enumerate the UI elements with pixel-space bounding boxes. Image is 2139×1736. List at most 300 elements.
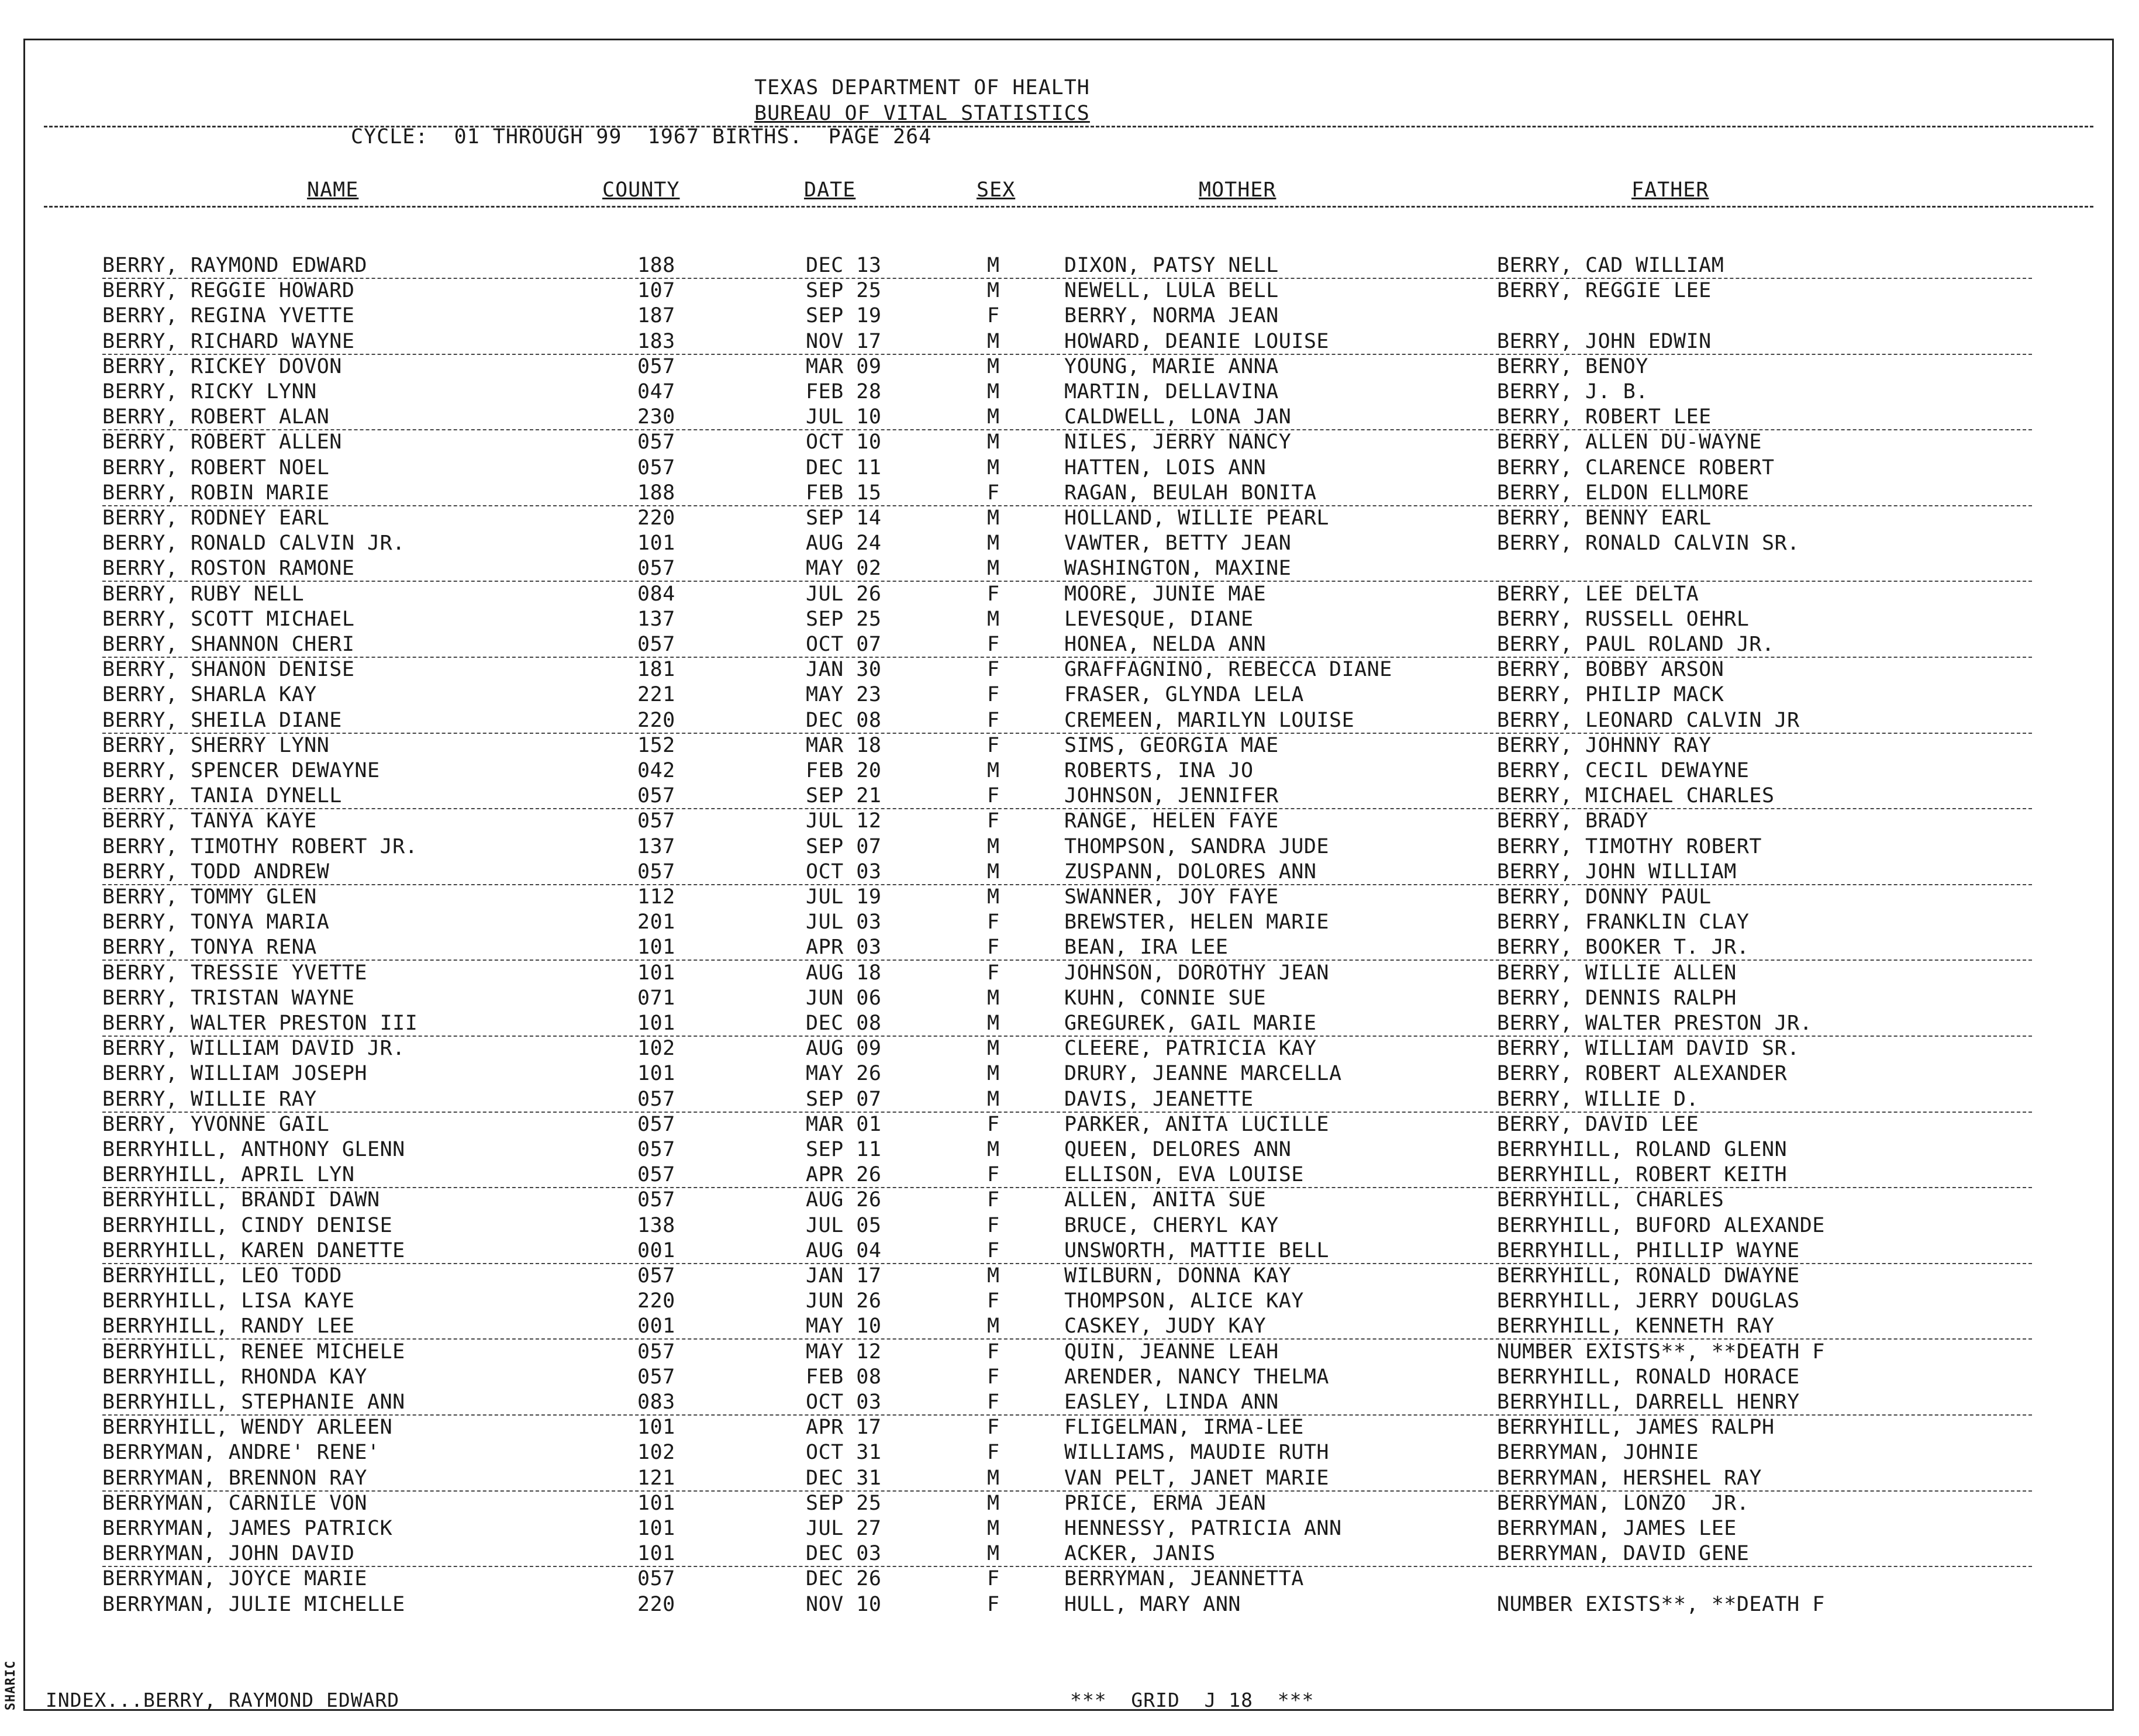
cell-name: BERRY, RONALD CALVIN JR. [102, 532, 405, 555]
cell-name: BERRY, SCOTT MICHAEL [102, 607, 355, 631]
cell-date: JUL 26 [806, 582, 882, 606]
cell-mother: WASHINGTON, MAXINE [1064, 557, 1292, 581]
table-row [102, 606, 2032, 631]
cell-sex: F [987, 683, 1000, 707]
cell-county: 057 [637, 1340, 675, 1364]
cell-name: BERRY, TONYA RENA [102, 936, 317, 960]
cell-mother: CASKEY, JUDY KAY [1064, 1314, 1267, 1338]
cell-date: FEB 15 [806, 481, 882, 505]
cell-sex: F [987, 1163, 1000, 1187]
cell-mother: WILLIAMS, MAUDIE RUTH [1064, 1441, 1330, 1465]
cell-county: 137 [637, 607, 675, 631]
cell-name: BERRYHILL, STEPHANIE ANN [102, 1390, 405, 1414]
cell-sex: F [987, 1112, 1000, 1136]
cell-father: BERRY, CLARENCE ROBERT [1497, 455, 1775, 479]
cell-name: BERRY, TOMMY GLEN [102, 885, 317, 909]
cell-father: BERRY, J. B. [1497, 380, 1648, 403]
cell-date: JUL 03 [806, 910, 882, 934]
cell-sex: F [987, 658, 1000, 682]
cell-name: BERRYHILL, KAREN DANETTE [102, 1238, 405, 1262]
cell-county: 057 [637, 354, 675, 378]
table-row [102, 1541, 2032, 1567]
table-row [102, 1313, 2032, 1340]
cell-mother: BREWSTER, HELEN MARIE [1064, 910, 1330, 934]
cell-date: JUL 05 [806, 1213, 882, 1237]
cell-mother: HATTEN, LOIS ANN [1064, 455, 1267, 479]
cell-father: BERRY, RONALD CALVIN SR. [1497, 532, 1800, 555]
cell-county: 101 [637, 1416, 675, 1440]
table-row [102, 631, 2032, 658]
cell-county: 001 [637, 1238, 675, 1262]
cell-sex: F [987, 1238, 1000, 1262]
cell-name: BERRYHILL, LISA KAYE [102, 1289, 355, 1313]
cell-date: OCT 10 [806, 430, 882, 454]
cell-mother: ALLEN, ANITA SUE [1064, 1188, 1267, 1212]
cell-sex: M [987, 759, 1000, 782]
table-row [102, 909, 2032, 934]
cell-father: NUMBER EXISTS**, **DEATH F [1497, 1340, 1825, 1364]
cell-sex: M [987, 354, 1000, 378]
cell-county: 057 [637, 809, 675, 833]
cell-mother: CALDWELL, LONA JAN [1064, 405, 1292, 429]
cell-name: BERRY, SHANON DENISE [102, 658, 355, 682]
cell-name: BERRY, TRESSIE YVETTE [102, 961, 368, 985]
cell-date: FEB 20 [806, 759, 882, 782]
cell-mother: SIMS, GEORGIA MAE [1064, 733, 1279, 757]
cell-sex: F [987, 708, 1000, 732]
cell-father: BERRY, FRANKLIN CLAY [1497, 910, 1750, 934]
header-cycle: CYCLE: 01 THROUGH 99 1967 BIRTHS. PAGE 264 [351, 125, 932, 149]
cell-father: NUMBER EXISTS**, **DEATH F [1497, 1592, 1825, 1616]
table-row [102, 429, 2032, 454]
cell-mother: YOUNG, MARIE ANNA [1064, 354, 1279, 378]
table-row [102, 985, 2032, 1010]
cell-mother: CLEERE, PATRICIA KAY [1064, 1037, 1317, 1061]
cell-father: BERRYHILL, DARRELL HENRY [1497, 1390, 1800, 1414]
cell-father: BERRY, BRADY [1497, 809, 1648, 833]
cell-name: BERRYHILL, BRANDI DAWN [102, 1188, 380, 1212]
cell-county: 152 [637, 733, 675, 757]
cell-mother: FRASER, GLYNDA LELA [1064, 683, 1304, 707]
cell-county: 084 [637, 582, 675, 606]
cell-father: BERRY, CECIL DEWAYNE [1497, 759, 1750, 782]
table-row [102, 354, 2032, 379]
cell-father: BERRY, REGGIE LEE [1497, 279, 1712, 303]
cell-date: MAY 23 [806, 683, 882, 707]
cell-father: BERRY, CAD WILLIAM [1497, 254, 1724, 277]
cell-sex: F [987, 1567, 1000, 1591]
cell-father: BERRY, BOOKER T. JR. [1497, 936, 1750, 960]
cell-father: BERRY, BENOY [1497, 354, 1648, 378]
cell-date: DEC 13 [806, 254, 882, 277]
cell-date: SEP 19 [806, 304, 882, 328]
cell-father: BERRYMAN, DAVID GENE [1497, 1542, 1750, 1566]
cell-name: BERRYHILL, CINDY DENISE [102, 1213, 393, 1237]
cell-father: BERRY, WALTER PRESTON JR. [1497, 1012, 1813, 1035]
cell-sex: M [987, 430, 1000, 454]
cell-mother: JOHNSON, JENNIFER [1064, 784, 1279, 808]
cell-date: MAY 26 [806, 1062, 882, 1086]
table-row [102, 1213, 2032, 1238]
cell-sex: F [987, 1365, 1000, 1389]
cell-father: BERRYHILL, JAMES RALPH [1497, 1416, 1775, 1440]
cell-date: DEC 11 [806, 455, 882, 479]
table-row [102, 1036, 2032, 1061]
cell-father: BERRY, JOHNNY RAY [1497, 733, 1712, 757]
cell-sex: F [987, 733, 1000, 757]
cell-mother: RANGE, HELEN FAYE [1064, 809, 1279, 833]
cell-mother: ELLISON, EVA LOUISE [1064, 1163, 1304, 1187]
cell-mother: BERRYMAN, JEANNETTA [1064, 1567, 1304, 1591]
cell-name: BERRYMAN, JAMES PATRICK [102, 1517, 393, 1540]
table-row [102, 1086, 2032, 1113]
table-row [102, 1364, 2032, 1389]
cell-name: BERRY, RAYMOND EDWARD [102, 254, 368, 277]
cell-father: BERRY, MICHAEL CHARLES [1497, 784, 1775, 808]
column-header-date: DATE [804, 178, 856, 202]
cell-mother: EASLEY, LINDA ANN [1064, 1390, 1279, 1414]
cell-date: SEP 14 [806, 506, 882, 530]
cell-date: JUL 27 [806, 1517, 882, 1540]
table-row [102, 404, 2032, 430]
cell-mother: VAWTER, BETTY JEAN [1064, 532, 1292, 555]
cell-date: SEP 25 [806, 279, 882, 303]
cell-date: JAN 17 [806, 1264, 882, 1288]
cell-county: 083 [637, 1390, 675, 1414]
cell-sex: M [987, 254, 1000, 277]
cell-date: SEP 25 [806, 607, 882, 631]
cell-date: JUL 19 [806, 885, 882, 909]
cell-sex: F [987, 582, 1000, 606]
cell-name: BERRYHILL, RANDY LEE [102, 1314, 355, 1338]
cell-sex: M [987, 405, 1000, 429]
cell-mother: WILBURN, DONNA KAY [1064, 1264, 1292, 1288]
cell-sex: F [987, 1592, 1000, 1616]
cell-sex: F [987, 936, 1000, 960]
footer-grid: *** GRID J 18 *** [1070, 1689, 1315, 1711]
cell-name: BERRY, RUBY NELL [102, 582, 305, 606]
cell-name: BERRY, YVONNE GAIL [102, 1112, 330, 1136]
cell-mother: MARTIN, DELLAVINA [1064, 380, 1279, 403]
cell-father: BERRYHILL, RONALD DWAYNE [1497, 1264, 1800, 1288]
cell-county: 057 [637, 633, 675, 656]
cell-county: 057 [637, 430, 675, 454]
cell-name: BERRY, TRISTAN WAYNE [102, 986, 355, 1010]
table-row [102, 808, 2032, 833]
cell-father: BERRYHILL, BUFORD ALEXANDE [1497, 1213, 1825, 1237]
cell-sex: F [987, 1441, 1000, 1465]
cell-name: BERRYHILL, RENEE MICHELE [102, 1340, 405, 1364]
cell-date: MAY 02 [806, 557, 882, 581]
cell-county: 057 [637, 1163, 675, 1187]
side-label: SHARIC [4, 1660, 19, 1711]
cell-name: BERRY, TANYA KAYE [102, 809, 317, 833]
cell-mother: SWANNER, JOY FAYE [1064, 885, 1279, 909]
cell-father: BERRYHILL, RONALD HORACE [1497, 1365, 1800, 1389]
cell-sex: F [987, 1188, 1000, 1212]
cell-sex: F [987, 304, 1000, 328]
cell-sex: M [987, 279, 1000, 303]
cell-sex: F [987, 1390, 1000, 1414]
cell-county: 187 [637, 304, 675, 328]
header-bureau: BUREAU OF VITAL STATISTICS [754, 102, 1090, 125]
cell-mother: HULL, MARY ANN [1064, 1592, 1241, 1616]
table-row [102, 530, 2032, 555]
table-row [102, 682, 2032, 707]
cell-sex: M [987, 557, 1000, 581]
cell-name: BERRY, ROBERT NOEL [102, 455, 330, 479]
cell-name: BERRYHILL, APRIL LYN [102, 1163, 355, 1187]
cell-date: SEP 25 [806, 1491, 882, 1515]
cell-date: OCT 03 [806, 1390, 882, 1414]
cell-date: OCT 31 [806, 1441, 882, 1465]
cell-father: BERRY, ROBERT ALEXANDER [1497, 1062, 1788, 1086]
cell-name: BERRYHILL, WENDY ARLEEN [102, 1416, 393, 1440]
cell-name: BERRY, REGINA YVETTE [102, 304, 355, 328]
cell-date: JAN 30 [806, 658, 882, 682]
cell-date: SEP 11 [806, 1138, 882, 1161]
cell-county: 188 [637, 254, 675, 277]
table-row [102, 733, 2032, 758]
cell-sex: M [987, 532, 1000, 555]
cell-father: BERRYHILL, KENNETH RAY [1497, 1314, 1775, 1338]
cell-county: 057 [637, 784, 675, 808]
cell-mother: BRUCE, CHERYL KAY [1064, 1213, 1279, 1237]
table-row [102, 253, 2032, 279]
cell-county: 057 [637, 1112, 675, 1136]
cell-county: 102 [637, 1441, 675, 1465]
cell-mother: PARKER, ANITA LUCILLE [1064, 1112, 1330, 1136]
cell-county: 057 [637, 455, 675, 479]
cell-name: BERRY, SPENCER DEWAYNE [102, 759, 380, 782]
cell-county: 101 [637, 1517, 675, 1540]
cell-mother: NEWELL, LULA BELL [1064, 279, 1279, 303]
cell-mother: ZUSPANN, DOLORES ANN [1064, 860, 1317, 883]
cell-county: 101 [637, 532, 675, 555]
cell-sex: M [987, 1037, 1000, 1061]
cell-sex: M [987, 455, 1000, 479]
cell-sex: F [987, 633, 1000, 656]
cell-county: 181 [637, 658, 675, 682]
table-row [102, 1465, 2032, 1492]
cell-date: MAR 18 [806, 733, 882, 757]
cell-date: AUG 09 [806, 1037, 882, 1061]
cell-county: 220 [637, 708, 675, 732]
cell-name: BERRY, RICKY LYNN [102, 380, 317, 403]
cell-county: 230 [637, 405, 675, 429]
cell-sex: M [987, 607, 1000, 631]
table-row [102, 505, 2032, 530]
cell-county: 057 [637, 1264, 675, 1288]
cell-name: BERRYMAN, JOYCE MARIE [102, 1567, 368, 1591]
cell-county: 188 [637, 481, 675, 505]
cell-father: BERRY, WILLIE ALLEN [1497, 961, 1737, 985]
cell-date: SEP 07 [806, 834, 882, 858]
cell-county: 057 [637, 1087, 675, 1111]
cell-mother: ARENDER, NANCY THELMA [1064, 1365, 1330, 1389]
cell-name: BERRY, RODNEY EARL [102, 506, 330, 530]
cell-date: NOV 10 [806, 1592, 882, 1616]
cell-name: BERRY, ROBERT ALLEN [102, 430, 342, 454]
cell-mother: LEVESQUE, DIANE [1064, 607, 1254, 631]
cell-date: MAR 01 [806, 1112, 882, 1136]
table-row [102, 1516, 2032, 1541]
cell-sex: M [987, 1491, 1000, 1515]
cell-mother: NILES, JERRY NANCY [1064, 430, 1292, 454]
cell-date: JUL 12 [806, 809, 882, 833]
cell-name: BERRY, ROSTON RAMONE [102, 557, 355, 581]
table-row [102, 834, 2032, 859]
cell-sex: M [987, 834, 1000, 858]
cell-name: BERRY, TANIA DYNELL [102, 784, 342, 808]
cell-name: BERRY, WILLIAM JOSEPH [102, 1062, 368, 1086]
cell-sex: F [987, 809, 1000, 833]
cell-father: BERRY, JOHN EDWIN [1497, 329, 1712, 353]
cell-county: 107 [637, 279, 675, 303]
cell-county: 220 [637, 1592, 675, 1616]
cell-date: APR 26 [806, 1163, 882, 1187]
cell-county: 071 [637, 986, 675, 1010]
cell-name: BERRYMAN, JULIE MICHELLE [102, 1592, 405, 1616]
table-row [102, 278, 2032, 303]
cell-sex: M [987, 860, 1000, 883]
cell-sex: M [987, 380, 1000, 403]
cell-father: BERRY, BENNY EARL [1497, 506, 1712, 530]
table-row [102, 329, 2032, 355]
cell-sex: F [987, 784, 1000, 808]
cell-date: OCT 03 [806, 860, 882, 883]
cell-sex: F [987, 1416, 1000, 1440]
table-row [102, 1263, 2032, 1288]
cell-mother: THOMPSON, SANDRA JUDE [1064, 834, 1330, 858]
cell-father: BERRY, PAUL ROLAND JR. [1497, 633, 1775, 656]
cell-date: DEC 08 [806, 708, 882, 732]
cell-mother: DAVIS, JEANETTE [1064, 1087, 1254, 1111]
cell-mother: CREMEEN, MARILYN LOUISE [1064, 708, 1355, 732]
cell-sex: M [987, 1138, 1000, 1161]
cell-father: BERRY, LEONARD CALVIN JR [1497, 708, 1800, 732]
cell-father: BERRYMAN, HERSHEL RAY [1497, 1466, 1762, 1490]
cell-mother: RAGAN, BEULAH BONITA [1064, 481, 1317, 505]
cell-date: SEP 21 [806, 784, 882, 808]
cell-name: BERRYMAN, JOHN DAVID [102, 1542, 355, 1566]
cell-date: DEC 03 [806, 1542, 882, 1566]
cell-county: 057 [637, 1188, 675, 1212]
cell-date: APR 03 [806, 936, 882, 960]
cell-name: BERRY, SHEILA DIANE [102, 708, 342, 732]
cell-mother: QUEEN, DELORES ANN [1064, 1138, 1292, 1161]
table-row [102, 859, 2032, 885]
table-row [102, 555, 2032, 582]
cell-name: BERRY, SHANNON CHERI [102, 633, 355, 656]
table-row [102, 480, 2032, 506]
cell-county: 057 [637, 1138, 675, 1161]
cell-sex: M [987, 1517, 1000, 1540]
table-row [102, 303, 2032, 328]
cell-sex: M [987, 986, 1000, 1010]
cell-father: BERRYMAN, JOHNIE [1497, 1441, 1699, 1465]
cell-mother: ROBERTS, INA JO [1064, 759, 1254, 782]
table-row [102, 1010, 2032, 1037]
table-row [102, 1187, 2032, 1212]
cell-father: BERRY, DAVID LEE [1497, 1112, 1699, 1136]
table-row [102, 1137, 2032, 1162]
cell-county: 101 [637, 1542, 675, 1566]
column-header-rule [44, 206, 2093, 208]
cell-mother: BEAN, IRA LEE [1064, 936, 1229, 960]
cell-county: 138 [637, 1213, 675, 1237]
cell-sex: M [987, 1012, 1000, 1035]
cell-name: BERRYMAN, BRENNON RAY [102, 1466, 368, 1490]
cell-county: 101 [637, 1012, 675, 1035]
cell-mother: VAN PELT, JANET MARIE [1064, 1466, 1330, 1490]
table-row [102, 758, 2032, 783]
cell-date: DEC 08 [806, 1012, 882, 1035]
cell-county: 137 [637, 834, 675, 858]
cell-date: MAY 10 [806, 1314, 882, 1338]
cell-name: BERRY, WILLIE RAY [102, 1087, 317, 1111]
cell-name: BERRY, SHARLA KAY [102, 683, 317, 707]
table-row [102, 581, 2032, 606]
cell-name: BERRYHILL, ANTHONY GLENN [102, 1138, 405, 1161]
cell-mother: GREGUREK, GAIL MARIE [1064, 1012, 1317, 1035]
cell-county: 112 [637, 885, 675, 909]
footer-index: INDEX...BERRY, RAYMOND EDWARD [46, 1689, 400, 1711]
cell-county: 057 [637, 860, 675, 883]
cell-date: AUG 18 [806, 961, 882, 985]
cell-sex: F [987, 481, 1000, 505]
cell-name: BERRY, SHERRY LYNN [102, 733, 330, 757]
cell-county: 101 [637, 961, 675, 985]
cell-sex: M [987, 885, 1000, 909]
cell-county: 101 [637, 936, 675, 960]
table-row [102, 1238, 2032, 1264]
cell-date: FEB 28 [806, 380, 882, 403]
cell-sex: M [987, 1062, 1000, 1086]
table-row [102, 1162, 2032, 1188]
cell-mother: KUHN, CONNIE SUE [1064, 986, 1267, 1010]
cell-mother: HOWARD, DEANIE LOUISE [1064, 329, 1330, 353]
cell-date: NOV 17 [806, 329, 882, 353]
cell-date: JUN 06 [806, 986, 882, 1010]
cell-sex: M [987, 1264, 1000, 1288]
table-row [102, 1440, 2032, 1465]
cell-mother: ACKER, JANIS [1064, 1542, 1216, 1566]
cell-sex: M [987, 506, 1000, 530]
table-row [102, 1389, 2032, 1416]
column-header-name: NAME [307, 178, 359, 202]
cell-mother: MOORE, JUNIE MAE [1064, 582, 1267, 606]
column-header-county: COUNTY [602, 178, 680, 202]
cell-mother: BERRY, NORMA JEAN [1064, 304, 1279, 328]
cell-father: BERRY, ROBERT LEE [1497, 405, 1712, 429]
cell-name: BERRY, REGGIE HOWARD [102, 279, 355, 303]
cell-name: BERRY, TONYA MARIA [102, 910, 330, 934]
cell-sex: M [987, 329, 1000, 353]
cell-sex: F [987, 961, 1000, 985]
table-row [102, 1339, 2032, 1364]
cell-father: BERRY, WILLIE D. [1497, 1087, 1699, 1111]
cell-mother: FLIGELMAN, IRMA-LEE [1064, 1416, 1304, 1440]
cell-name: BERRY, TIMOTHY ROBERT JR. [102, 834, 418, 858]
cell-father: BERRY, PHILIP MACK [1497, 683, 1724, 707]
cell-name: BERRYHILL, LEO TODD [102, 1264, 342, 1288]
cell-county: 220 [637, 506, 675, 530]
cell-name: BERRY, ROBIN MARIE [102, 481, 330, 505]
column-header-father: FATHER [1631, 178, 1709, 202]
cell-name: BERRY, WALTER PRESTON III [102, 1012, 418, 1035]
cell-sex: F [987, 910, 1000, 934]
